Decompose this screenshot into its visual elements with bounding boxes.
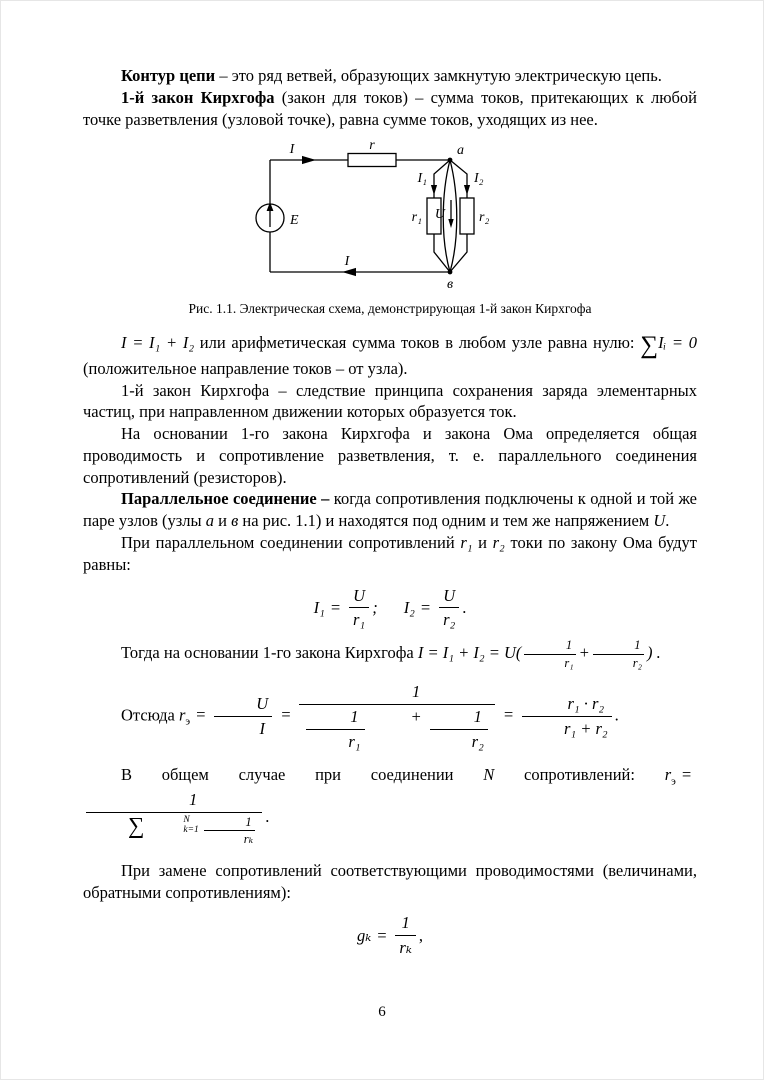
para-general-text2: сопротивлений: bbox=[494, 765, 665, 785]
para-ohm-basis bbox=[83, 423, 697, 488]
sum-symbol: ∑ bbox=[128, 812, 145, 838]
label-resistor-top: r bbox=[369, 140, 375, 154]
circuit-diagram bbox=[240, 140, 540, 292]
branch-right-lower bbox=[450, 234, 467, 272]
fraction-product-over-sum bbox=[522, 693, 612, 740]
label-emf: E bbox=[290, 213, 299, 229]
denominator: r₂ bbox=[471, 731, 484, 751]
equals-sign: = bbox=[419, 597, 432, 617]
denominator: r₂ bbox=[443, 610, 456, 630]
separator: ; bbox=[372, 597, 378, 617]
para-ohm-intro-text2: и bbox=[472, 533, 493, 552]
para-togda bbox=[83, 637, 697, 671]
para-general-text1: В общем случае при соединении bbox=[121, 765, 484, 785]
label-resistor-2: r₂ bbox=[479, 210, 490, 226]
para-ohm-text: На основании 1-го закона Кирхгофа и закона Ома определяется общая проводимость и сопротивление разветвления, т. е. параллельного соединения сопротивлений (резисторов). bbox=[83, 424, 697, 487]
period: . bbox=[462, 597, 467, 617]
label-current-1: I₁ bbox=[417, 171, 427, 187]
para-ohm-currents-intro bbox=[83, 532, 697, 576]
para-parallel-text2: и bbox=[213, 511, 232, 531]
numerator: U bbox=[214, 693, 272, 717]
var-r-equivalent: r bbox=[664, 765, 672, 785]
comma: , bbox=[418, 925, 423, 945]
fraction-reciprocal-sum bbox=[299, 681, 494, 752]
para-node-sum-text1: или арифметическая сумма токов в любом узле равна нулю: bbox=[194, 332, 641, 352]
math-kirchhoff-expansion: I = I₁ + I₂ = U( bbox=[417, 642, 522, 662]
fraction-u-i bbox=[214, 693, 272, 740]
page-number: 6 bbox=[378, 1004, 386, 1021]
sum-symbol: ∑ bbox=[640, 331, 659, 359]
label-resistor-1: r₁ bbox=[411, 210, 422, 226]
sum-limits bbox=[145, 815, 198, 837]
var-voltage: U bbox=[653, 511, 666, 531]
numerator: 1 bbox=[430, 706, 488, 730]
resistor-r-box bbox=[348, 154, 396, 167]
current-arrow-top-icon bbox=[302, 156, 316, 164]
math-i1: I₁ bbox=[313, 597, 325, 617]
plus-sign: + bbox=[410, 706, 422, 726]
math-sum-currents: Iᵢ bbox=[658, 332, 667, 352]
var-n: N bbox=[483, 765, 495, 785]
fraction-1-over-sum bbox=[86, 789, 262, 848]
denominator: rₖ bbox=[399, 938, 412, 958]
denominator: r₂ bbox=[632, 655, 642, 670]
para-general-case bbox=[83, 764, 697, 848]
node-b-dot bbox=[448, 270, 453, 275]
branch-left-lower bbox=[434, 234, 450, 272]
sum-with-limits bbox=[90, 814, 199, 837]
equals-sign: = bbox=[195, 705, 207, 725]
subscript-e: э bbox=[671, 775, 676, 788]
equals-sign: = bbox=[680, 765, 692, 785]
denominator: r₁ bbox=[564, 655, 574, 670]
term-parallel: Параллельное соединение – bbox=[121, 489, 330, 509]
fraction-1-r2-small bbox=[593, 637, 644, 671]
numerator: 1 bbox=[299, 681, 494, 705]
para-charge-conservation bbox=[83, 380, 697, 424]
para-otsuda-text: Отсюда bbox=[121, 705, 179, 725]
para-otsuda bbox=[83, 681, 697, 752]
math-current-sum: I = I₁ + I₂ bbox=[121, 332, 195, 352]
para-parallel-text3: на рис. 1.1) и находятся под одним и тем же напряжением bbox=[238, 511, 654, 531]
numerator: 1 bbox=[395, 912, 415, 936]
equals-sign: = bbox=[280, 705, 292, 725]
numerator: U bbox=[349, 585, 369, 609]
para-conductance-text: При замене сопротивлений соответствующими проводимостями (величинами, обратными сопротивлениям): bbox=[83, 860, 697, 902]
fraction-1-r2 bbox=[430, 706, 488, 753]
fraction-u-r2 bbox=[439, 585, 459, 632]
denominator-complex bbox=[299, 705, 494, 753]
label-node-b: в bbox=[446, 277, 454, 293]
para-kirchhoff-text: (закон для токов) – сумма токов, притекающих к любой точке разветвления (узловой точке), равна сумме токов, уходящих из нее. bbox=[83, 87, 697, 129]
limit-lower: k=1 bbox=[183, 825, 199, 836]
denominator: r₁ + r₂ bbox=[563, 719, 608, 739]
label-current-2: I₂ bbox=[474, 171, 484, 187]
para-ohm-intro-text3: токи по закону Ома будут равны: bbox=[83, 533, 697, 574]
plus-sign: + bbox=[578, 642, 590, 662]
closing-paren: ) . bbox=[646, 642, 661, 662]
denominator: r₁ bbox=[348, 731, 361, 751]
term-contour: Контур цепи bbox=[121, 66, 216, 85]
para-contour-text: – это ряд ветвей, образующих замкнутую электрическую цепь. bbox=[215, 66, 662, 85]
para-contour bbox=[83, 65, 697, 87]
numerator: 1 bbox=[204, 814, 255, 832]
branch-right-upper bbox=[450, 160, 467, 198]
label-current-bottom: I bbox=[344, 254, 350, 270]
numerator: 1 bbox=[593, 637, 644, 655]
label-node-a: a bbox=[457, 143, 464, 159]
voltage-arrowhead-icon bbox=[448, 219, 453, 228]
math-i2: I₂ bbox=[403, 597, 415, 617]
para-parallel-text4: . bbox=[665, 511, 670, 531]
para-node-sum-text2: (положительное направление токов – от узла). bbox=[83, 358, 408, 378]
var-node-b: в bbox=[231, 511, 239, 531]
label-current-top: I bbox=[289, 142, 295, 158]
current-arrow-i2-icon bbox=[464, 185, 470, 195]
math-equals-zero: = 0 bbox=[666, 332, 697, 352]
fraction-1-rk bbox=[395, 912, 415, 959]
denominator: I bbox=[259, 719, 265, 739]
resistor-r2-box bbox=[460, 198, 474, 234]
numerator: 1 bbox=[86, 789, 262, 813]
para-kirchhoff-law bbox=[83, 87, 697, 131]
equals-sign: = bbox=[329, 597, 342, 617]
para-ohm-intro-text1: При параллельном соединении сопротивлений bbox=[121, 533, 461, 552]
fraction-1-r1-small bbox=[524, 637, 575, 671]
para-parallel-text1: когда сопротивления подключены к одной и той же паре узлов (узлы bbox=[83, 489, 697, 531]
denominator-sum bbox=[86, 813, 262, 848]
equals-sign: = bbox=[376, 925, 388, 945]
var-r2: r₂ bbox=[492, 533, 505, 552]
numerator: r₁ · r₂ bbox=[522, 693, 612, 717]
page-content bbox=[1, 1, 763, 959]
label-voltage: U bbox=[434, 207, 445, 223]
fraction-1-r1 bbox=[306, 706, 364, 753]
para-node-sum bbox=[83, 332, 697, 380]
numerator: U bbox=[439, 585, 459, 609]
para-conductance-intro bbox=[83, 860, 697, 904]
para-charge-text: 1-й закон Кирхгофа – следствие принципа сохранения заряда элементарных частиц, при направленном движении которых образуется ток. bbox=[83, 380, 697, 422]
numerator: 1 bbox=[306, 706, 364, 730]
fraction-1-rk bbox=[204, 814, 255, 848]
var-r-equivalent: r bbox=[178, 705, 186, 725]
numerator: 1 bbox=[524, 637, 575, 655]
equals-sign: = bbox=[502, 705, 514, 725]
formula-branch-currents bbox=[83, 585, 697, 632]
fraction-u-r1 bbox=[349, 585, 369, 632]
denominator: r₁ bbox=[353, 610, 366, 630]
subscript-e: э bbox=[185, 715, 191, 728]
para-parallel-definition bbox=[83, 488, 697, 532]
period: . bbox=[614, 705, 619, 725]
formula-conductance bbox=[83, 912, 697, 959]
period: . bbox=[265, 807, 270, 827]
var-gk: gₖ bbox=[357, 925, 372, 945]
limit-upper: N bbox=[183, 814, 190, 825]
var-node-a: а bbox=[205, 511, 214, 531]
current-arrow-i1-icon bbox=[431, 185, 437, 195]
current-arrow-bottom-icon bbox=[342, 268, 356, 276]
branch-left-upper bbox=[434, 160, 450, 198]
circuit-figure bbox=[83, 140, 697, 318]
denominator: rₖ bbox=[243, 832, 254, 847]
var-r1: r₁ bbox=[460, 533, 473, 552]
para-togda-text: Тогда на основании 1-го закона Кирхгофа bbox=[121, 642, 418, 662]
node-a-dot bbox=[448, 158, 453, 163]
term-kirchhoff-law: 1-й закон Кирхгофа bbox=[121, 87, 275, 107]
figure-caption: Рис. 1.1. Электрическая схема, демонстрирующая 1-й закон Кирхгофа bbox=[188, 301, 592, 317]
